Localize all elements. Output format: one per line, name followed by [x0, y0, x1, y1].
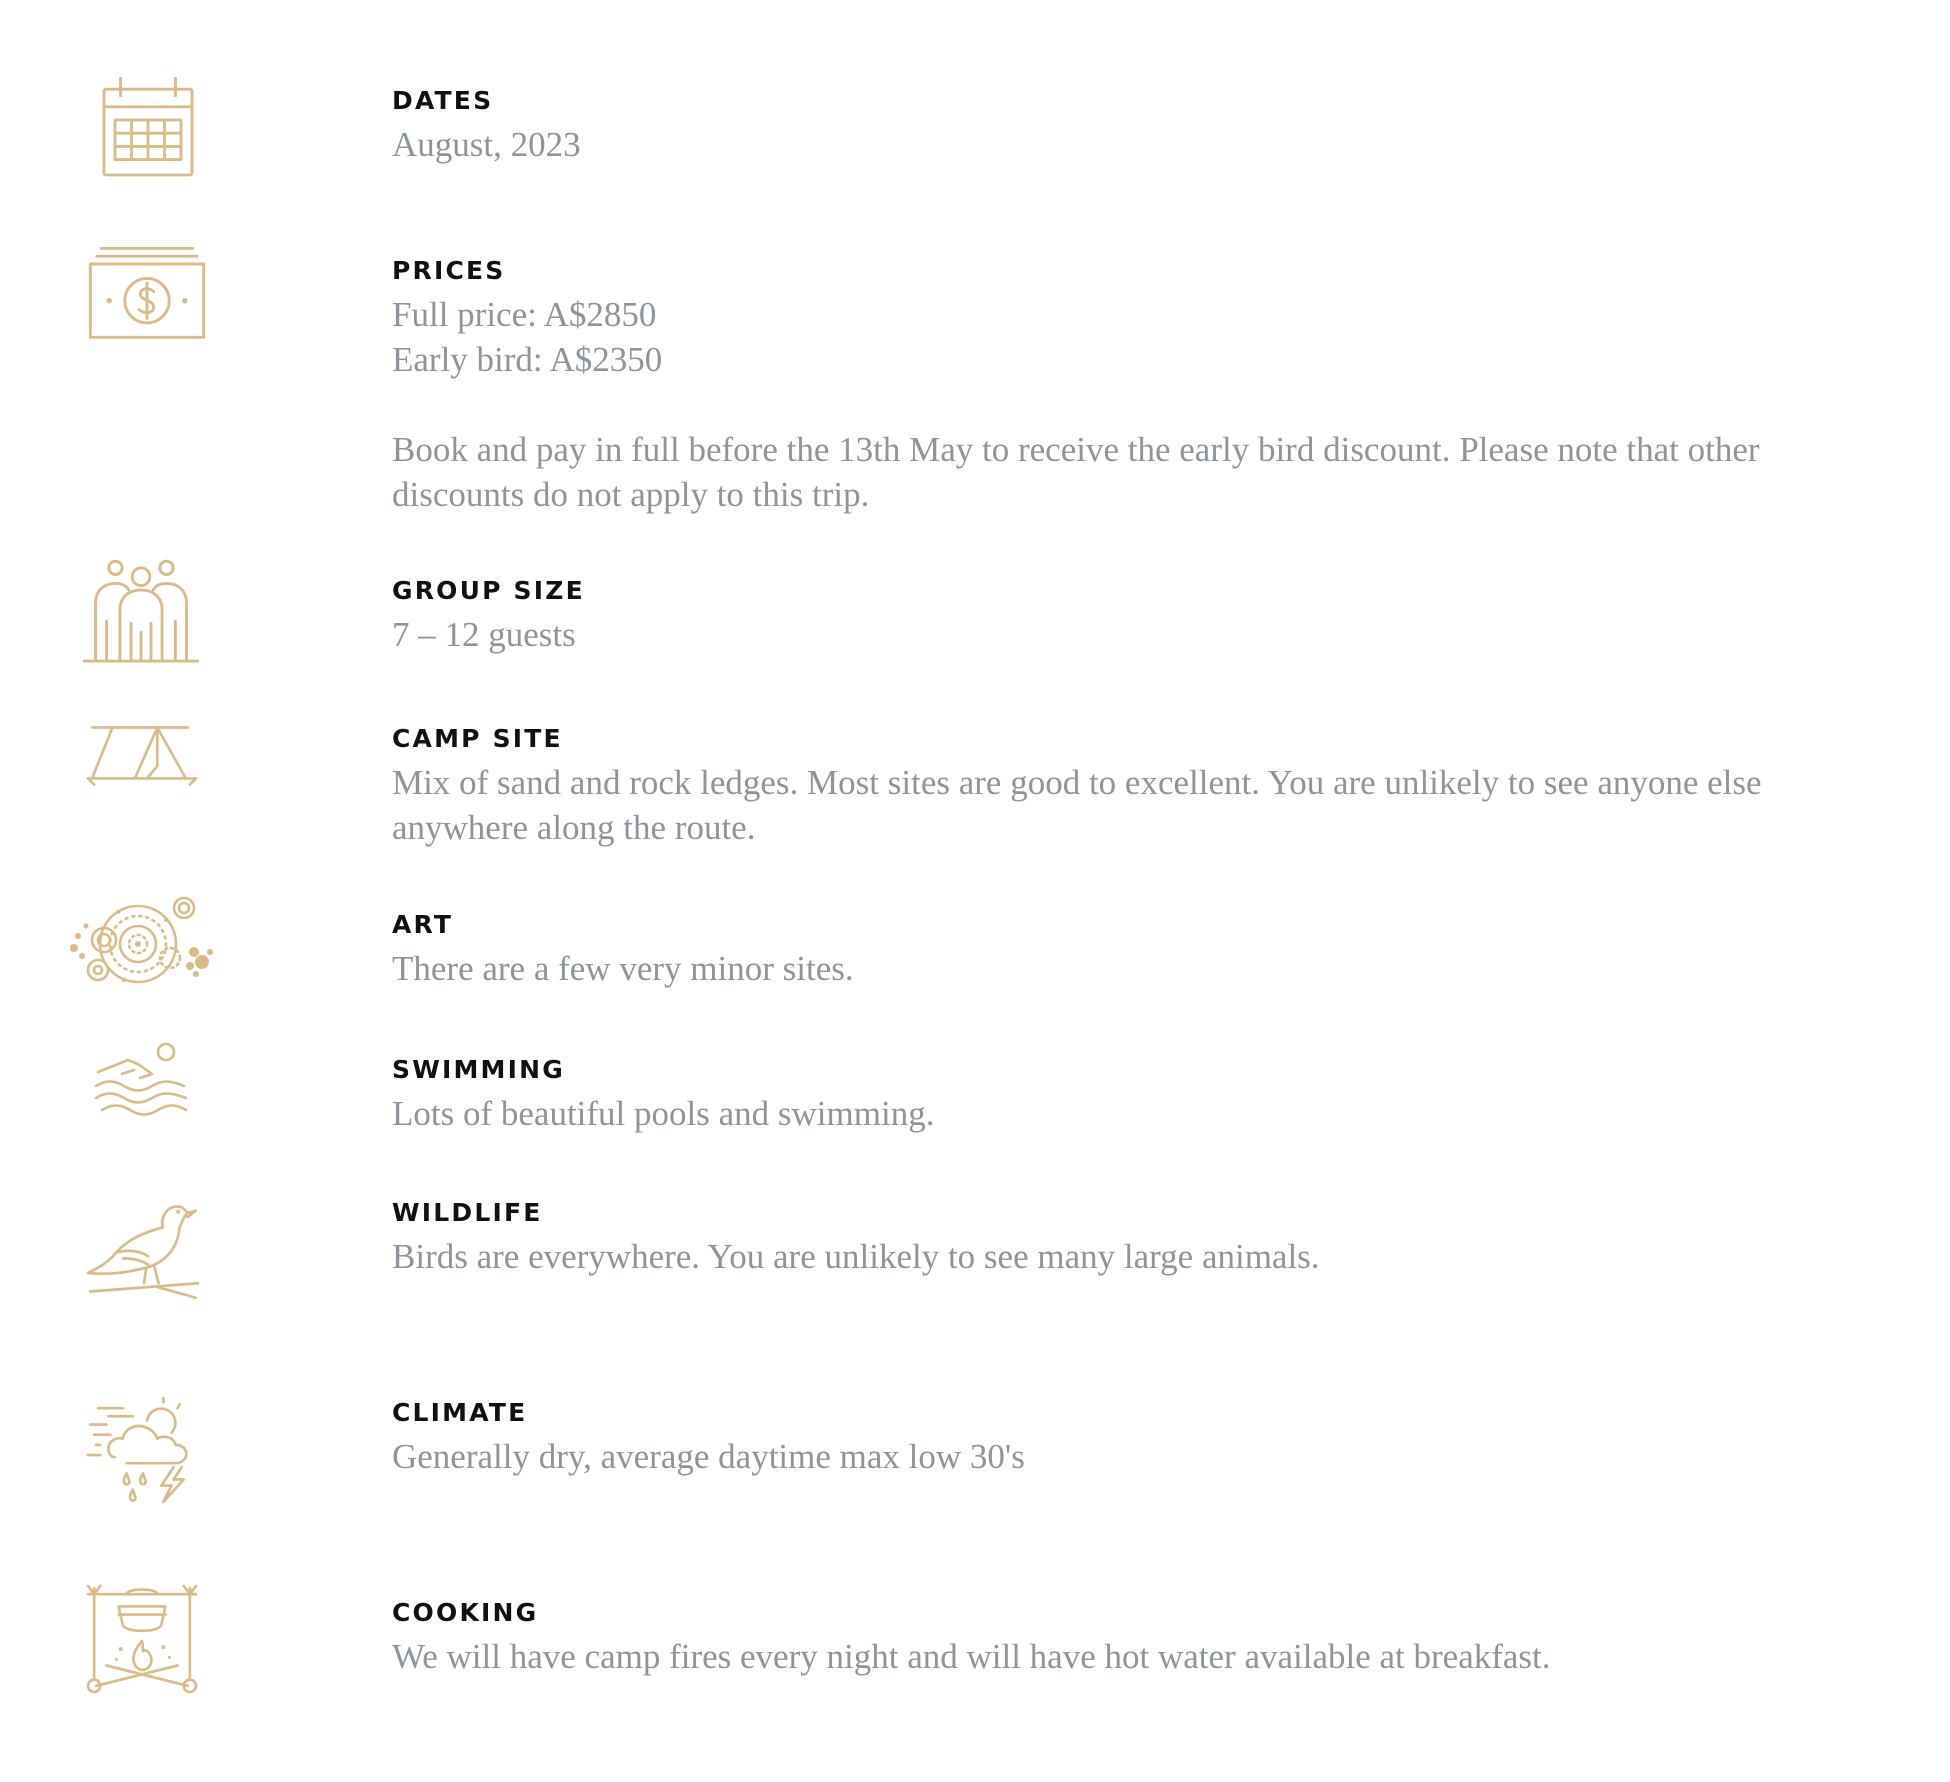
- group-people-icon: [80, 554, 202, 666]
- climate-description: Generally dry, average daytime max low 30's: [392, 1437, 1025, 1476]
- early-bird-price: Early bird: A$2350: [392, 340, 663, 379]
- swimming-text: [392, 1053, 1892, 1136]
- section-heading: CAMP SITE: [392, 724, 563, 753]
- prices-text: [392, 254, 1892, 517]
- climate-text: [392, 1396, 1892, 1479]
- wildlife-description: Birds are everywhere. You are unlikely to see many large animals.: [392, 1237, 1320, 1276]
- wildlife-text: [392, 1196, 1892, 1279]
- section-heading: PRICES: [392, 256, 506, 285]
- camp-site-description: Mix of sand and rock ledges. Most sites are good to excellent. You are unlikely to see anyone else anywhere along the route.: [392, 763, 1762, 847]
- section-heading: COOKING: [392, 1598, 539, 1627]
- section-heading: CLIMATE: [392, 1398, 528, 1427]
- section-heading: WILDLIFE: [392, 1198, 543, 1227]
- full-price: Full price: A$2850: [392, 295, 657, 334]
- dates-text: [392, 84, 1892, 167]
- swimming-description: Lots of beautiful pools and swimming.: [392, 1094, 935, 1133]
- cooking-text: [392, 1596, 1892, 1679]
- dates-value: August, 2023: [392, 125, 581, 164]
- section-heading: SWIMMING: [392, 1055, 565, 1084]
- group-size-text: [392, 574, 1892, 657]
- section-heading: GROUP SIZE: [392, 576, 585, 605]
- bird-icon: [86, 1196, 200, 1300]
- money-bill-icon: [82, 244, 212, 344]
- section-heading: DATES: [392, 86, 494, 115]
- tent-icon: [86, 724, 198, 788]
- art-description: There are a few very minor sites.: [392, 949, 854, 988]
- calendar-icon: [78, 76, 218, 186]
- campfire-pot-icon: [86, 1584, 198, 1696]
- group-size-value: 7 – 12 guests: [392, 615, 576, 654]
- early-bird-note: Book and pay in full before the 13th May to receive the early bird discount. Please note that other discounts do not apply to this trip.: [392, 430, 1760, 514]
- cooking-description: We will have camp fires every night and will have hot water available at breakfast.: [392, 1637, 1551, 1676]
- section-heading: ART: [392, 910, 454, 939]
- swimmer-icon: [94, 1042, 190, 1114]
- aboriginal-art-icon: [66, 894, 216, 990]
- camp-site-text: [392, 722, 1892, 850]
- storm-weather-icon: [84, 1396, 200, 1508]
- art-text: [392, 908, 1892, 991]
